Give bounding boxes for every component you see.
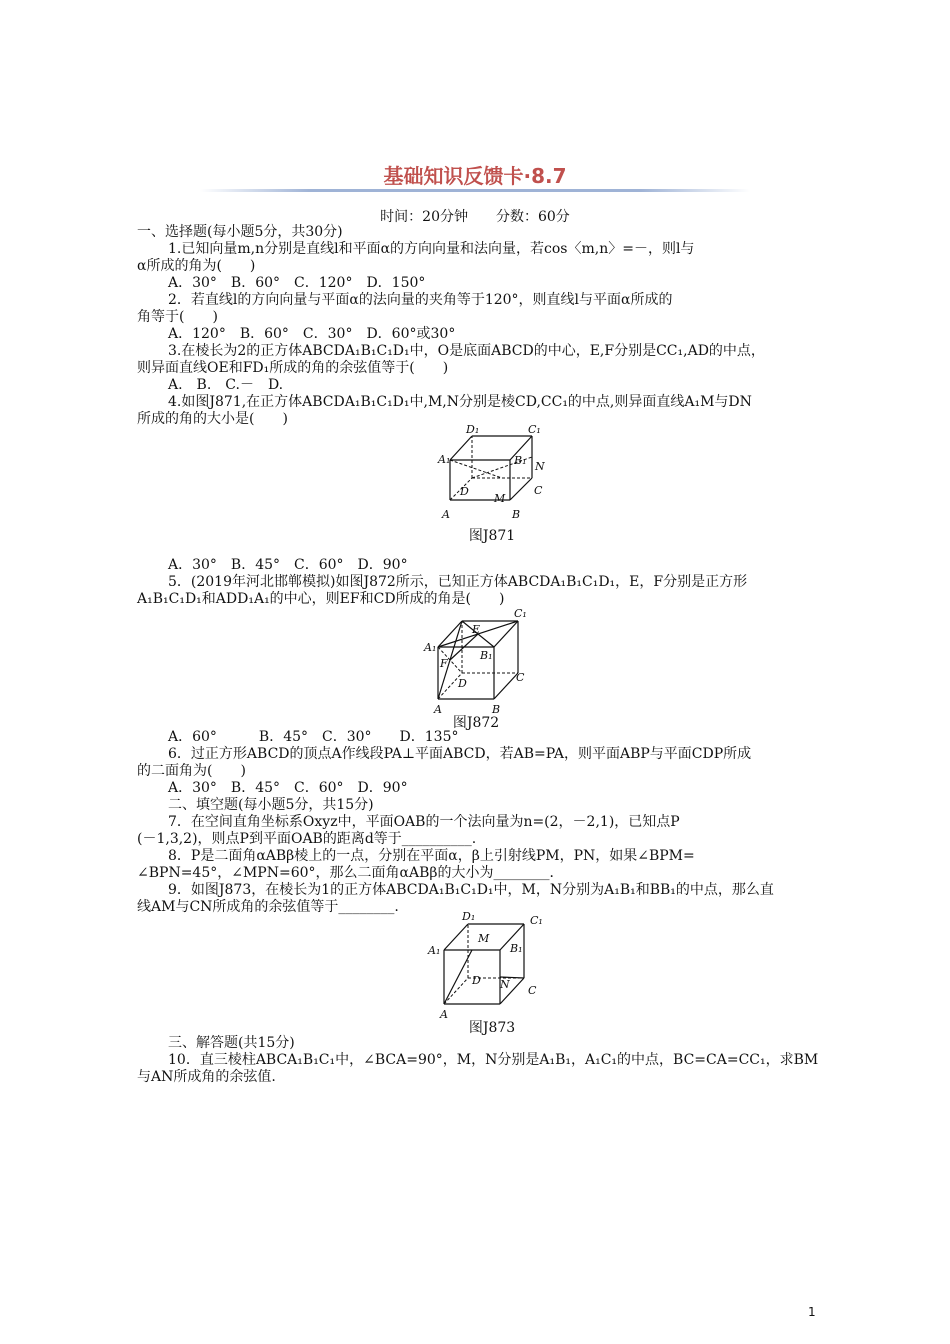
vertex-label: C [528,984,537,997]
cube-edge [450,436,472,460]
answer-options: A．30° B．45° C．60° D．90° [168,780,408,796]
vertex-label: N [535,460,545,473]
vertex-label: M [494,492,506,505]
question-text: 3.在棱长为2的正方体ABCDA₁B₁C₁D₁中，O是底面ABCD的中心，E,F分别是CC₁,AD的中点， [168,343,765,359]
question-text: 角等于( ) [137,309,218,325]
cube-edge [444,924,468,950]
vertex-label: D₁ [466,423,480,436]
vertex-label: F [440,657,448,670]
answer-options: A．30° B．60° C．120° D．150° [168,275,426,291]
vertex-label: A [434,703,442,715]
question-text: 线AM与CN所成角的余弦值等于________. [137,899,399,915]
vertex-label: C₁ [514,607,527,620]
vertex-label: B [512,508,521,521]
page-number: 1 [808,1305,816,1319]
vertex-label: C [534,484,543,497]
vertex-label: M [478,932,490,945]
question-text: 4.如图J871,在正方体ABCDA₁B₁C₁D₁中,M,N分别是棱CD,CC₁的中点,则异面直线A₁M与DN [168,394,752,410]
segment-a1m [450,460,502,478]
question-text: ∠BPN=45°，∠MPN=60°，那么二面角αABβ的大小为________． [137,865,564,881]
question-text: 则异面直线OE和FD₁所成的角的余弦值等于( ) [137,360,449,376]
vertex-label: B₁ [480,649,493,662]
vertex-label: A [440,1008,448,1020]
question-text: 5．(2019年河北邯郸模拟)如图J872所示，已知正方体ABCDA₁B₁C₁D₁，E，F分别是正方形 [168,574,748,590]
cube-figure-j873 [424,908,552,1020]
vertex-label: D₁ [462,910,476,923]
page-title: 基础知识反馈卡·8.7 [383,164,567,188]
question-text: 所成的角的大小是( ) [137,411,288,427]
answer-options: A．30° B．45° C．60° D．90° [168,557,408,573]
answer-options: A. B. C.－ D. [168,377,284,393]
figure-caption: 图J871 [468,528,516,544]
title-underline [200,189,750,192]
question-text: 与AN所成角的余弦值. [137,1069,276,1085]
vertex-label: D [460,485,469,498]
vertex-label: N [500,978,510,991]
cube-edge [494,673,518,699]
vertex-label: A₁ [424,641,437,654]
cube-figure-j872 [420,603,540,715]
question-text: 10．直三棱柱ABCA₁B₁C₁中，∠BCA=90°，M，N分别是A₁B₁，A₁C₁的中点，BC=CA=CC₁，求BM [168,1052,819,1068]
vertex-label: C₁ [530,914,543,927]
vertex-label: D [458,677,467,690]
vertex-label: A [442,508,450,521]
question-text: 的二面角为( ) [137,763,246,779]
vertex-label: B₁ [510,942,523,955]
vertex-label: A₁ [428,944,441,957]
question-text: (－1,3,2)，则点P到平面OAB的距离d等于__________. [137,831,477,847]
answer-options: A．60° B．45° C．30° D．135° [168,729,459,745]
vertex-label: B [492,703,501,715]
question-text: 8．P是二面角αABβ棱上的一点，分别在平面α，β上引射线PM，PN，如果∠BPM= [168,848,695,864]
vertex-label: C₁ [528,423,541,436]
vertex-label: B₁ [514,454,527,467]
question-text: 2．若直线l的方向向量与平面α的法向量的夹角等于120°，则直线l与平面α所成的 [168,292,673,308]
question-text: 1.已知向量m,n分别是直线l和平面α的方向向量和法向量，若cos〈m,n〉=－，则l与 [168,241,695,257]
time-score-info: 时间：20分钟 分数：60分 [380,209,570,225]
vertex-label: E [472,623,481,636]
question-text: 6．过正方形ABCD的顶点A作线段PA⊥平面ABCD，若AB=PA，则平面ABP与平面CDP所成 [168,746,752,762]
answer-options: A．120° B．60° C．30° D．60°或30° [168,326,456,342]
cube-edge [510,478,532,500]
question-text: A₁B₁C₁D₁和ADD₁A₁的中心，则EF和CD所成的角是( ) [137,591,505,607]
vertex-label: C [516,671,525,684]
vertex-label: A₁ [438,453,451,466]
section-heading: 二、填空题(每小题5分，共15分) [168,797,374,813]
section-heading: 三、解答题(共15分) [168,1035,295,1051]
question-text: α所成的角为( ) [137,258,256,274]
section-heading: 一、选择题(每小题5分，共30分) [137,224,343,240]
vertex-label: D [472,974,481,987]
cube-figure-j871 [430,420,550,532]
figure-caption: 图J873 [468,1020,516,1036]
question-text: 9．如图J873，在棱长为1的正方体ABCDA₁B₁C₁D₁中，M，N分别为A₁B₁和BB₁的中点，那么直 [168,882,774,898]
figure-caption: 图J872 [452,715,500,731]
question-text: 7．在空间直角坐标系Oxyz中，平面OAB的一个法向量为n=(2，－2,1)，已知点P [168,814,680,830]
